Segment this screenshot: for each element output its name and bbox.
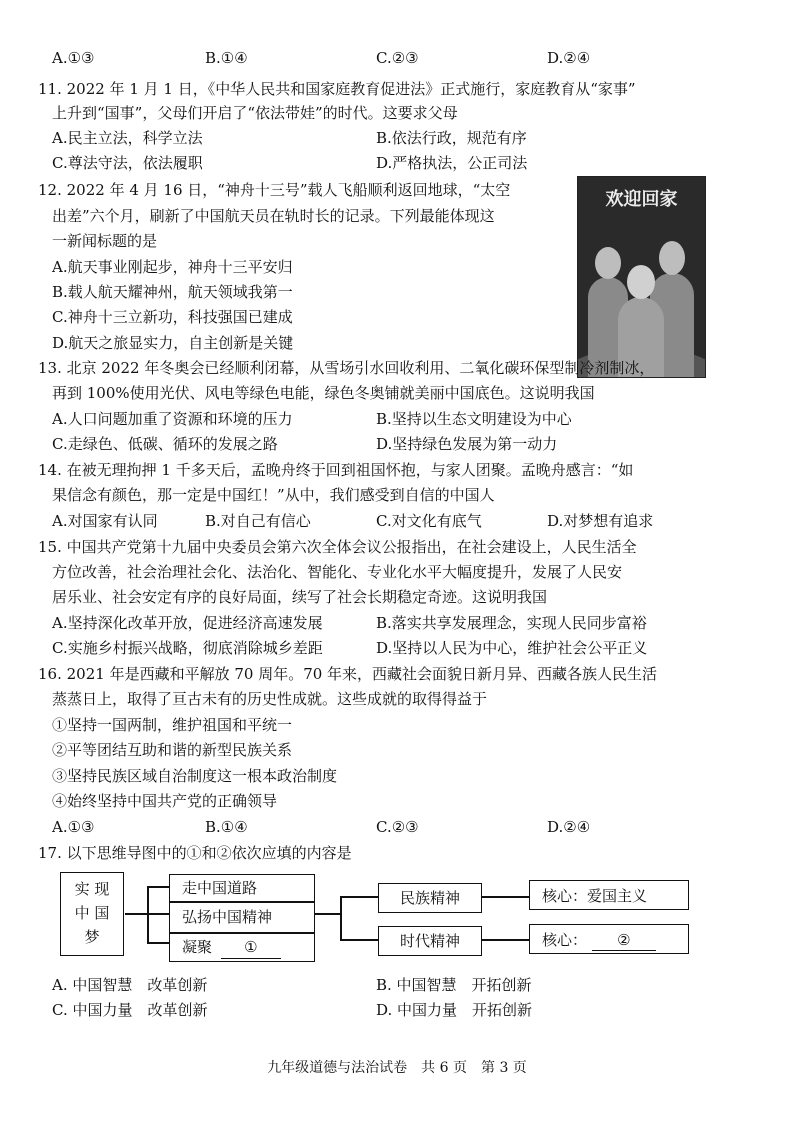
question-16-stem: 蒸蒸日上，取得了亘古未有的历史性成就。这些成就的取得得益于 [52, 690, 488, 708]
option-b: B.①④ [205, 49, 248, 67]
divider [170, 932, 314, 934]
question-14-stem: 果信念有颜色，那一定是中国红！”从中，我们感受到自信的中国人 [52, 486, 495, 504]
option-d: D.坚持以人民为中心，维护社会公平正义 [376, 639, 648, 657]
map-root [60, 872, 124, 956]
option-b: B.依法行政，规范有序 [376, 129, 527, 147]
connector [314, 913, 340, 915]
map-root-line: 梦 [84, 928, 100, 946]
question-12-stem: 12. 2022 年 4 月 16 日，“神舟十三号”载人飞船顺利返回地球，“太空 [38, 181, 511, 199]
question-13-stem: 再到 100%使用光伏、风电等绿色电能，绿色冬奥铺就美丽中国底色。这说明我国 [52, 384, 595, 402]
connector [340, 896, 342, 940]
astronaut-right-head [659, 241, 685, 275]
map-root-line: 中 国 [74, 904, 110, 922]
question-11-stem: 上升到“国事”，父母们开启了“依法带娃”的时代。这要求父母 [52, 104, 458, 122]
option-b: B.落实共享发展理念，实现人民同步富裕 [376, 614, 647, 632]
question-13-stem: 13. 北京 2022 年冬奥会已经顺利闭幕，从雪场引水回收利用、二氧化碳环保型制冷剂制冰， [38, 359, 655, 377]
question-12-stem: 一新闻标题的是 [52, 232, 158, 250]
question-12-stem: 出差”六个月，刷新了中国航天员在轨时长的记录。下列最能体现这 [52, 207, 495, 225]
option-c: C.②③ [376, 818, 419, 836]
astronauts-photo [577, 176, 706, 378]
astronaut-center-head [627, 265, 655, 299]
question-14-stem: 14. 在被无理拘押 1 千多天后，孟晚舟终于回到祖国怀抱，与家人团聚。孟晚舟感言：“如 [38, 461, 634, 479]
connector [125, 913, 147, 915]
branch-gather [182, 936, 281, 959]
core-blank [529, 924, 689, 954]
question-15-stem: 15. 中国共产党第十九届中央委员会第六次全体会议公报指出，在社会建设上，人民生活全 [38, 538, 637, 556]
spirit-era: 时代精神 [378, 926, 482, 956]
option-d: D.②④ [547, 818, 591, 836]
core-patriotism: 核心：爱国主义 [529, 880, 689, 910]
option-a: A.①③ [52, 49, 95, 67]
option-c: C.②③ [376, 49, 419, 67]
option-d: D.航天之旅显实力，自主创新是关键 [52, 334, 294, 352]
option-b: B.载人航天耀神州，航天领域我第一 [52, 283, 293, 301]
connector [481, 896, 529, 898]
page-footer: 九年级道德与法治试卷 共 6 页 第 3 页 [267, 1060, 527, 1076]
statement-item: ④始终坚持中国共产党的正确领导 [52, 792, 278, 810]
option-d: D. 中国力量 开拓创新 [376, 1001, 533, 1019]
option-a: A.对国家有认同 [52, 512, 158, 530]
option-d: D.②④ [547, 49, 591, 67]
option-b: B.坚持以生态文明建设为中心 [376, 410, 572, 428]
question-15-stem: 居乐业、社会安定有序的良好局面，续写了社会长期稳定奇迹。这说明我国 [52, 588, 548, 606]
connector [481, 939, 529, 941]
option-a: A.①③ [52, 818, 95, 836]
core-label: 核心： [542, 931, 588, 949]
option-c: C.神舟十三立新功，科技强国已建成 [52, 308, 293, 326]
connector [147, 886, 169, 888]
option-a: A.人口问题加重了资源和环境的压力 [52, 410, 293, 428]
option-c: C.尊法守法，依法履职 [52, 154, 203, 172]
spirit-national: 民族精神 [378, 883, 482, 913]
option-d: D.严格执法，公正司法 [376, 154, 528, 172]
option-c: C.走绿色、低碳、循环的发展之路 [52, 435, 278, 453]
connector [147, 913, 169, 915]
branch-gather-label: 凝聚 [182, 938, 213, 956]
option-c: C.实施乡村振兴战略，彻底消除城乡差距 [52, 639, 323, 657]
blank-2: ② [592, 930, 656, 951]
map-root-line: 实 现 [74, 880, 110, 898]
question-15-stem: 方位改善，社会治理社会化、法治化、智能化、专业化水平大幅度提升，发展了人民安 [52, 563, 623, 581]
option-b: B.①④ [205, 818, 248, 836]
connector [147, 942, 169, 944]
connector [340, 939, 378, 941]
branch-spirit: 弘扬中国精神 [182, 908, 273, 926]
statement-item: ①坚持一国两制，维护祖国和平统一 [52, 716, 293, 734]
connector [340, 896, 378, 898]
option-a: A.民主立法，科学立法 [52, 129, 203, 147]
connector [147, 886, 149, 943]
question-11-stem: 11. 2022 年 1 月 1 日，《中华人民共和国家庭教育促进法》正式施行，家庭教育从“家事” [38, 80, 636, 98]
option-d: D.坚持绿色发展为第一动力 [376, 435, 558, 453]
blank-1: ① [221, 936, 281, 959]
option-d: D.对梦想有追求 [547, 512, 654, 530]
statement-item: ③坚持民族区域自治制度这一根本政治制度 [52, 767, 338, 785]
option-b: B.对自己有信心 [205, 512, 311, 530]
option-a: A.航天事业刚起步，神舟十三平安归 [52, 258, 293, 276]
divider [170, 901, 314, 903]
astronaut-left-head [595, 247, 621, 279]
map-branches [169, 874, 315, 962]
photo-title: 欢迎回家 [605, 189, 678, 210]
option-a: A. 中国智慧 改革创新 [52, 976, 208, 994]
option-c: C.对文化有底气 [376, 512, 482, 530]
question-16-stem: 16. 2021 年是西藏和平解放 70 周年。70 年来，西藏社会面貌日新月异、西藏各族人民生活 [38, 665, 658, 683]
branch-road: 走中国道路 [182, 879, 258, 897]
statement-item: ②平等团结互助和谐的新型民族关系 [52, 741, 293, 759]
option-a: A.坚持深化改革开放，促进经济高速发展 [52, 614, 323, 632]
option-c: C. 中国力量 改革创新 [52, 1001, 208, 1019]
question-17-stem: 17. 以下思维导图中的①和②依次应填的内容是 [38, 844, 352, 862]
option-b: B. 中国智慧 开拓创新 [376, 976, 532, 994]
